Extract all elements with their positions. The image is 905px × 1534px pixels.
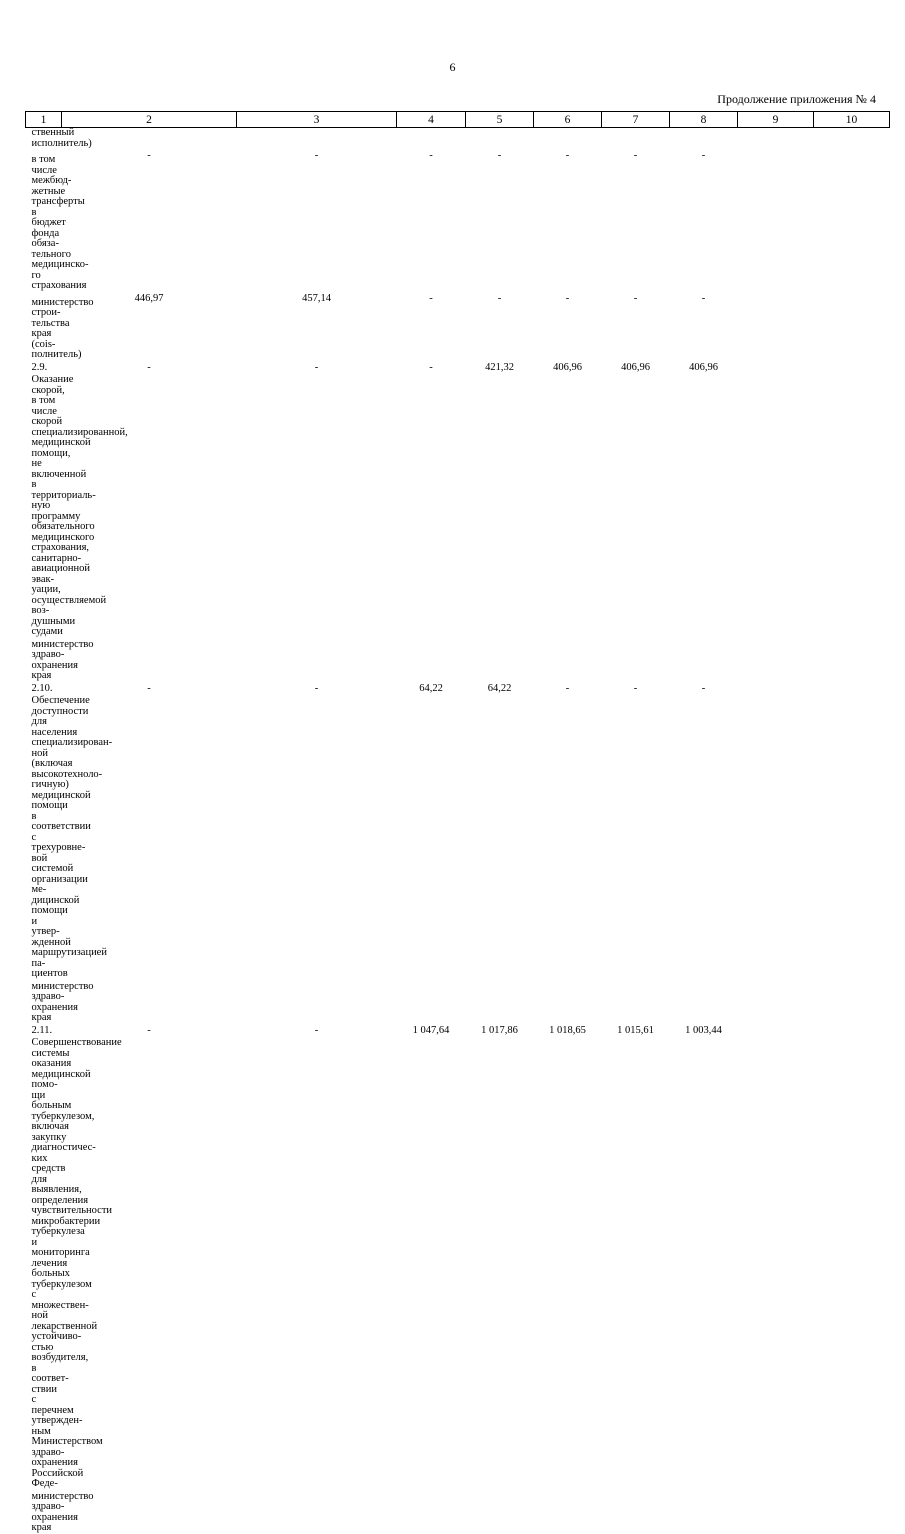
page-number: 6 (449, 60, 456, 74)
table-row (26, 682, 890, 1024)
value-col-6: 64,22 (419, 682, 443, 694)
table-row (26, 1024, 890, 1534)
table-row (26, 149, 890, 292)
row-executor: министерство здраво- охранения края (31, 980, 94, 1023)
value-col-4: - (147, 150, 151, 161)
value-col-4: - (147, 361, 151, 373)
value-col-8: - (565, 150, 570, 161)
column-header-2: 2 (62, 112, 237, 128)
value-col-10: - (701, 292, 706, 304)
table-row (26, 292, 890, 361)
header-row (26, 112, 890, 128)
column-header-9: 9 (738, 112, 814, 128)
value-col-5 (237, 128, 397, 150)
value-col-9: 406,96 (621, 361, 650, 373)
table-row (26, 128, 890, 150)
value-col-9: - (633, 150, 638, 161)
value-col-9: - (633, 682, 638, 694)
value-col-10: 1 003,44 (685, 1024, 722, 1036)
value-col-7: - (497, 150, 502, 161)
value-col-9: 1 015,61 (617, 1024, 654, 1036)
data-table (25, 111, 890, 1534)
row-number: 2.9. (31, 361, 48, 373)
value-col-7: 1 017,86 (481, 1024, 518, 1036)
value-col-6: 1 047,64 (412, 1024, 450, 1036)
value-col-8: - (565, 292, 570, 304)
value-col-4: 446,97 (134, 292, 164, 304)
value-col-4: - (147, 682, 151, 694)
column-header-7: 7 (602, 112, 670, 128)
continuation-title: Продолжение приложения № 4 (717, 92, 876, 106)
value-col-7: 421,32 (485, 361, 514, 373)
value-col-10: 406,96 (689, 361, 718, 373)
table-row (26, 361, 890, 682)
value-col-7 (466, 128, 534, 150)
value-col-6: - (429, 150, 433, 161)
column-header-3: 3 (237, 112, 397, 128)
column-header-10: 10 (814, 112, 890, 128)
row-description: Обеспечение доступности для населения специализирован- ной (включая высокотехноло- гичную) медицинской помощи в соответствии с трехуровне- вой системой организации ме- дицинской помощи и утвер- жденной маршрутизацией па- циентов (31, 695, 113, 979)
value-col-7: - (497, 292, 502, 304)
row-executor: министерство здраво- охранения края (31, 638, 94, 681)
column-header-5: 5 (466, 112, 534, 128)
value-col-7: 64,22 (487, 682, 512, 694)
column-header-8: 8 (670, 112, 738, 128)
value-col-10: - (701, 682, 706, 694)
value-col-8: - (565, 682, 570, 694)
row-description: Оказание скорой, в том числе скорой специализированной, медицинской помощи, не включенной в территориаль- ную программу обязательного медицинского страхования, санитарно-авиационной эвак- уации, осуществляемой воз- душными судами (31, 374, 128, 637)
value-col-5: - (314, 1024, 319, 1036)
row-executor: министерство здраво- охранения края (31, 1490, 94, 1533)
row-number: 2.11. (31, 1024, 53, 1036)
value-col-6: - (429, 292, 433, 304)
value-col-4: - (147, 1024, 151, 1036)
row-executor: ственный исполнитель) (31, 127, 92, 149)
value-col-5: - (314, 361, 319, 373)
column-header-6: 6 (534, 112, 602, 128)
value-col-8: 1 018,65 (549, 1024, 586, 1036)
column-header-1: 1 (26, 112, 62, 128)
row-number: 2.10. (31, 682, 53, 694)
value-col-6: - (429, 361, 433, 373)
row-description: Совершенствование системы оказания медицинской помо- щи больным туберкулезом, включая закупку диагностичес- ких средств для выявления, определения чувствительности микробактерии туберкулеза и мониторинга лечения больных туберкулезом с множествен- ной лекарственной устойчиво- стью возбудителя, в соответ- ствии с перечнем утвержден- ным Министерством здраво- охранения Российской Феде- (31, 1037, 122, 1489)
value-col-8 (534, 128, 602, 150)
column-header-4: 4 (397, 112, 466, 128)
value-col-10 (670, 128, 738, 150)
value-col-9: - (633, 292, 638, 304)
row-executor: в том числе межбюд- жетные трансферты в бюджет фонда обяза- тельного медицинско- го страхования (31, 154, 89, 291)
row-executor: министерство строи- тельства края (сois- полнитель) (31, 296, 94, 360)
value-col-9 (602, 128, 670, 150)
value-col-5: 457,14 (302, 292, 331, 304)
value-col-10: - (701, 150, 706, 161)
value-col-5: - (314, 682, 319, 694)
value-col-8: 406,96 (553, 361, 582, 373)
value-col-5: - (314, 150, 319, 161)
value-col-6 (397, 128, 466, 150)
